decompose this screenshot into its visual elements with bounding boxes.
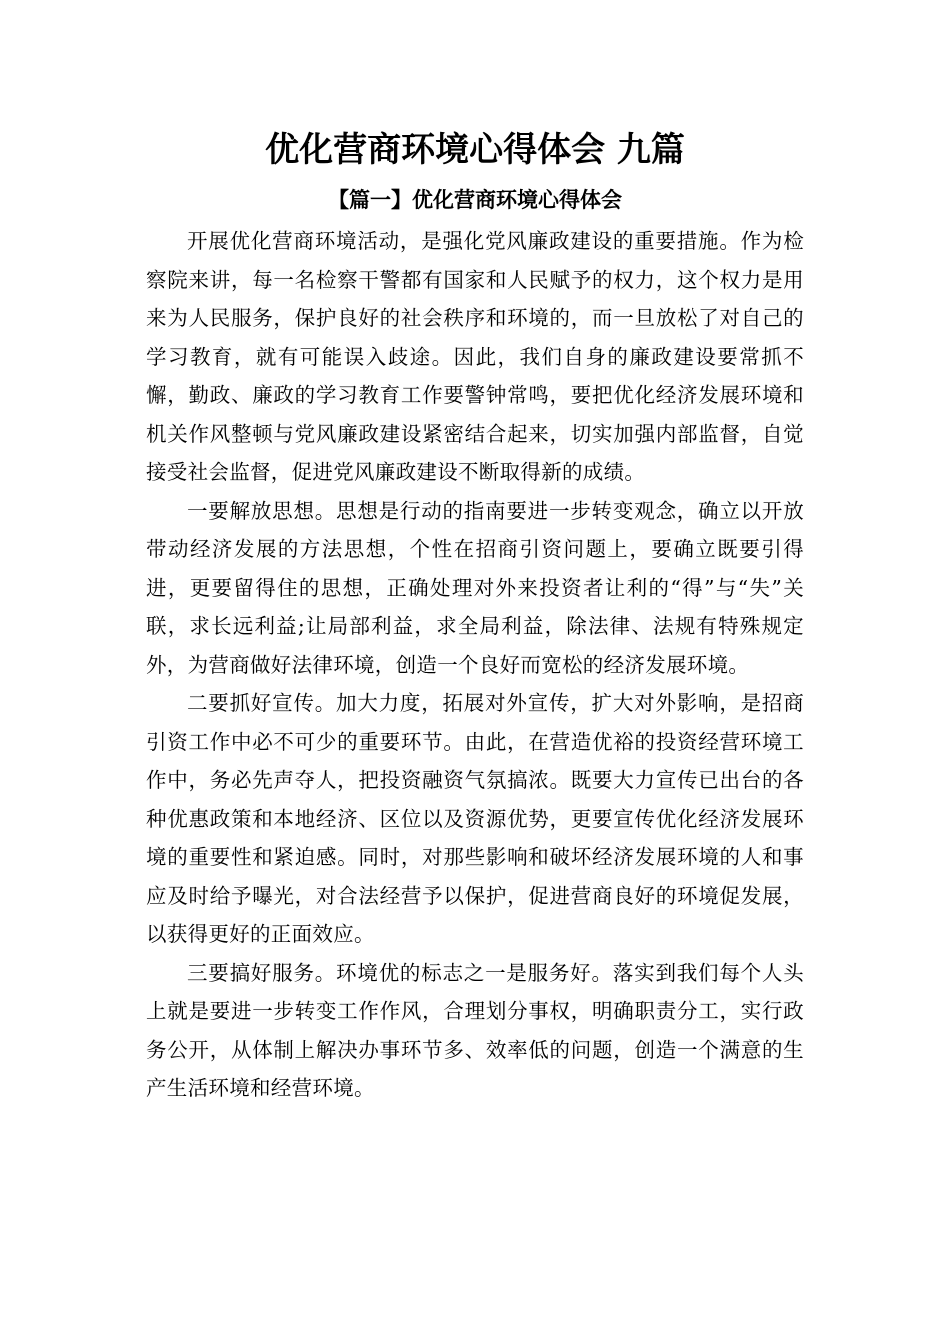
- document-title: 优化营商环境心得体会 九篇: [265, 130, 685, 170]
- section-heading: 【篇一】优化营商环境心得体会: [328, 187, 622, 212]
- paragraph-point-one: 一要解放思想。思想是行动的指南要进一步转变观念，确立以开放带动经济发展的方法思想，个性在招商引资问题上，要确立既要引得进，更要留得住的思想，正确处理对外来投资者让利的“得”与“失”关联，求长远利益;让局部利益，求全局利益，除法律、法规有特殊规定外，为营商做好法律环境，创造一个良好而宽松的经济发展环境。: [146, 498, 804, 677]
- document-body: [146, 222, 804, 1108]
- paragraph-intro: 开展优化营商环境活动，是强化党风廉政建设的重要措施。作为检察院来讲，每一名检察干警都有国家和人民赋予的权力，这个权力是用来为人民服务，保护良好的社会秩序和环境的，而一旦放松了对自己的学习教育，就有可能误入歧途。因此，我们自身的廉政建设要常抓不懈，勤政、廉政的学习教育工作要警钟常鸣，要把优化经济发展环境和机关作风整顿与党风廉政建设紧密结合起来，切实加强内部监督，自觉接受社会监督，促进党风廉政建设不断取得新的成绩。: [146, 229, 804, 484]
- paragraph-point-three: 三要搞好服务。环境优的标志之一是服务好。落实到我们每个人头上就是要进一步转变工作作风，合理划分事权，明确职责分工，实行政务公开，从体制上解决办事环节多、效率低的问题，创造一个满意的生产生活环境和经营环境。: [146, 960, 804, 1100]
- paragraph-point-two: 二要抓好宣传。加大力度，拓展对外宣传，扩大对外影响，是招商引资工作中必不可少的重要环节。由此，在营造优裕的投资经营环境工作中，务必先声夺人，把投资融资气氛搞浓。既要大力宣传已出台的各种优惠政策和本地经济、区位以及资源优势，更要宣传优化经济发展环境的重要性和紧迫感。同时，对那些影响和破坏经济发展环境的人和事应及时给予曝光，对合法经营予以保护，促进营商良好的环境促发展，以获得更好的正面效应。: [146, 691, 804, 946]
